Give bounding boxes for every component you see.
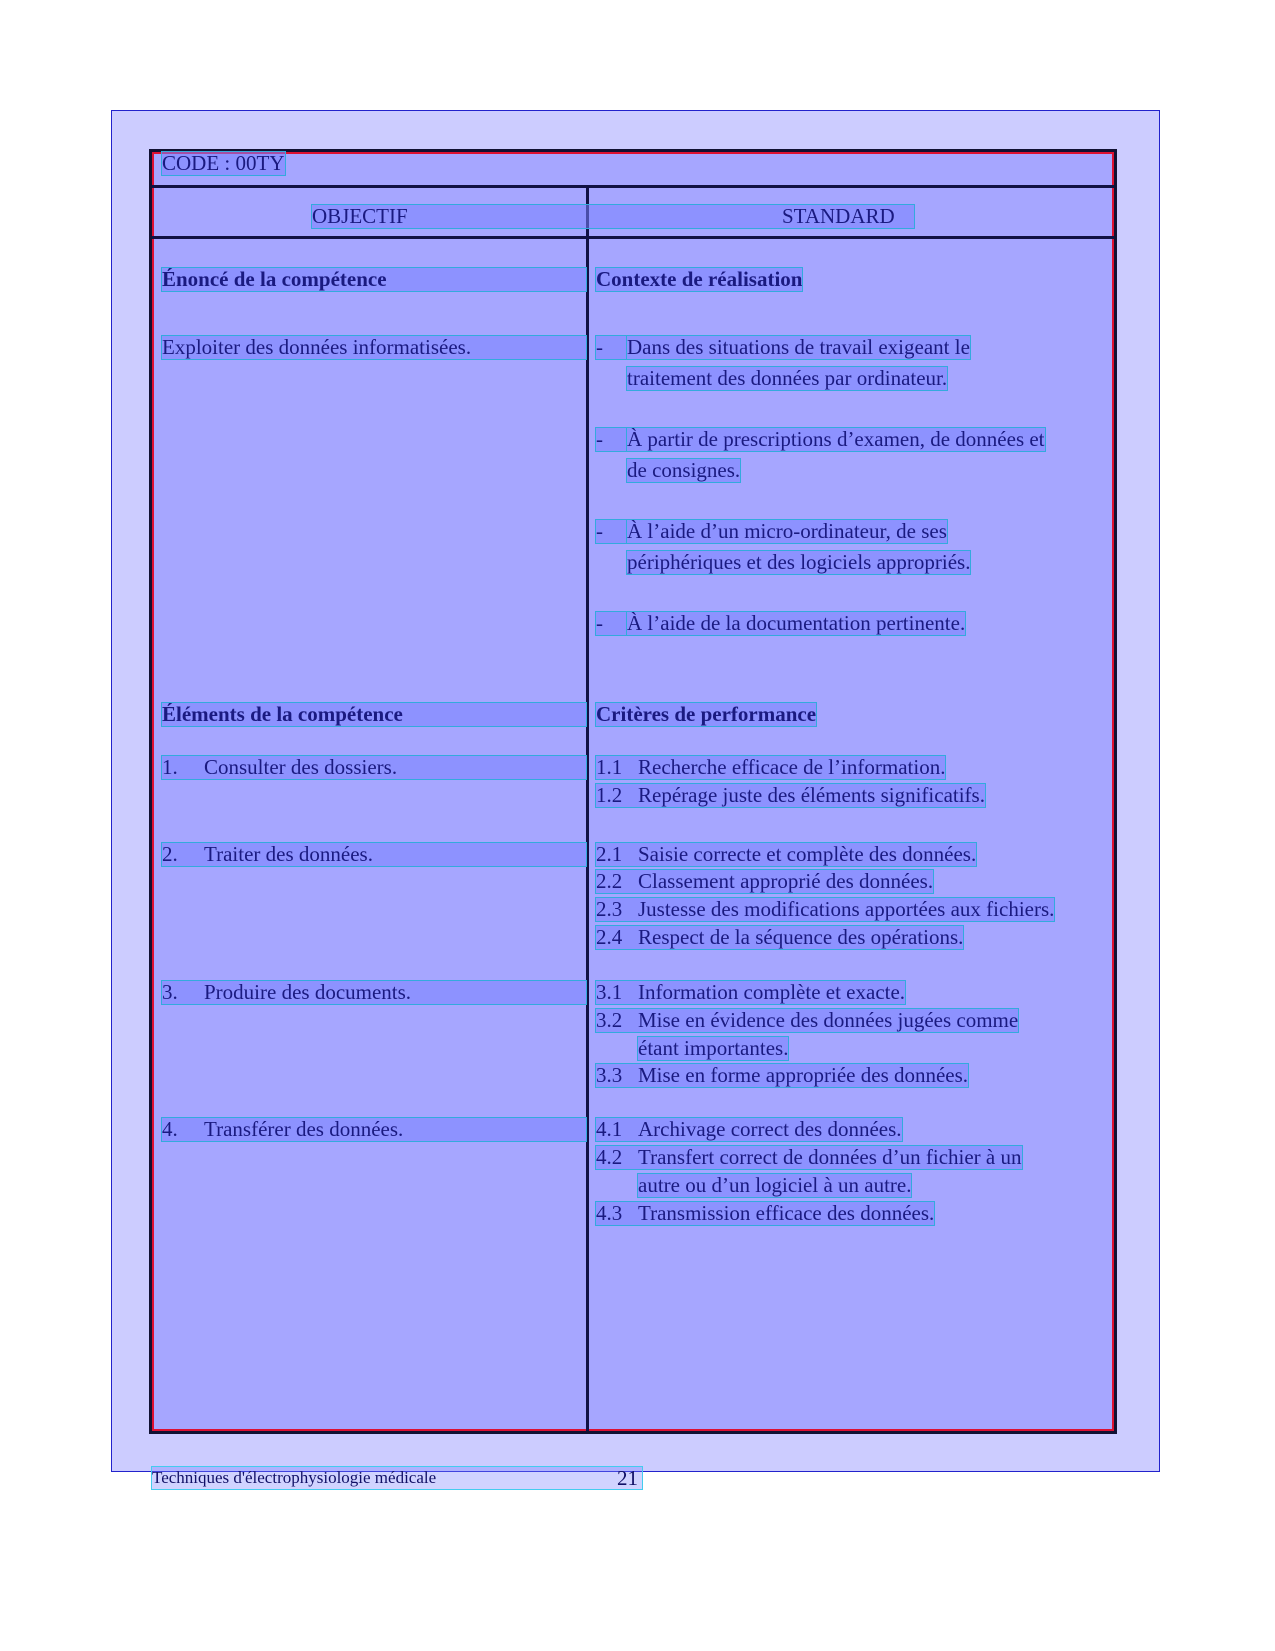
critere-number: 4.1 — [596, 1117, 623, 1141]
contexte-bullet: - — [596, 428, 626, 451]
critere-label: Respect de la séquence des opérations. — [638, 925, 964, 949]
contexte-item-line: Dans des situations de travail exigeant le — [627, 335, 970, 359]
contexte-bullet: - — [596, 336, 626, 359]
divider-header-bottom — [152, 236, 1114, 239]
element-item — [162, 756, 586, 779]
critere-number: 1.1 — [596, 755, 623, 779]
contexte-item-line: À partir de prescriptions d’examen, de données et — [627, 427, 1045, 451]
critere-continuation: autre ou d’un logiciel à un autre. — [638, 1173, 912, 1197]
critere-number: 2.4 — [596, 925, 623, 949]
critere-number: 1.2 — [596, 783, 623, 807]
column-divider — [586, 188, 589, 1431]
contexte-item-line: À l’aide de la documentation pertinente. — [627, 611, 966, 635]
element-label: Transférer des données. — [204, 1117, 404, 1141]
critere-number: 3.2 — [596, 1008, 623, 1032]
critere-item — [596, 898, 1054, 921]
header-objectif: OBJECTIF — [312, 204, 408, 228]
critere-continuation: étant importantes. — [638, 1036, 789, 1060]
divider-header-top — [152, 185, 1114, 188]
element-label: Consulter des dossiers. — [204, 755, 398, 779]
critere-number: 4.3 — [596, 1201, 623, 1225]
page-number: 21 — [617, 1466, 638, 1490]
critere-number: 2.3 — [596, 897, 623, 921]
critere-item — [596, 756, 945, 779]
enonce-text: Exploiter des données informatisées. — [162, 336, 586, 359]
critere-label: Transmission efficace des données. — [638, 1201, 935, 1225]
critere-item — [596, 1146, 1022, 1169]
code-label: CODE : 00TY — [162, 151, 285, 175]
contexte-item-line: traitement des données par ordinateur. — [627, 366, 948, 390]
critere-label: Repérage juste des éléments significatifs. — [638, 783, 985, 807]
critere-number: 3.3 — [596, 1063, 623, 1087]
critere-label: Archivage correct des données. — [638, 1117, 902, 1141]
page-footer — [151, 1466, 643, 1490]
critere-label: Classement approprié des données. — [638, 869, 934, 893]
element-label: Traiter des données. — [204, 842, 373, 866]
critere-label: Mise en évidence des données jugées comme — [638, 1008, 1019, 1032]
critere-item — [596, 926, 963, 949]
contexte-bullet: - — [596, 520, 626, 543]
critere-item — [596, 870, 933, 893]
critere-item — [596, 843, 976, 866]
critere-item — [596, 981, 905, 1004]
element-number: 1. — [162, 755, 178, 779]
critere-item — [596, 1118, 902, 1141]
header-standard: STANDARD — [782, 204, 895, 228]
critere-item — [596, 1202, 934, 1225]
critere-item — [596, 1009, 1018, 1032]
elements-heading: Éléments de la compétence — [162, 703, 586, 726]
contexte-bullet: - — [596, 612, 626, 635]
critere-label: Recherche efficace de l’information. — [638, 755, 946, 779]
element-label: Produire des documents. — [204, 980, 412, 1004]
critere-item — [596, 784, 985, 807]
element-item — [162, 843, 586, 866]
contexte-heading: Contexte de réalisation — [596, 267, 803, 291]
critere-label: Saisie correcte et complète des données. — [638, 842, 977, 866]
element-item — [162, 1118, 586, 1141]
critere-label: Transfert correct de données d’un fichier à un — [638, 1145, 1022, 1169]
header-row — [312, 205, 914, 228]
contexte-item-line: périphériques et des logiciels appropriés. — [627, 550, 971, 574]
contexte-item-line: de consignes. — [627, 458, 741, 482]
element-number: 4. — [162, 1117, 178, 1141]
critere-number: 2.2 — [596, 869, 623, 893]
enonce-heading: Énoncé de la compétence — [162, 268, 586, 291]
critere-number: 3.1 — [596, 980, 623, 1004]
element-number: 2. — [162, 842, 178, 866]
critere-label: Justesse des modifications apportées aux fichiers. — [638, 897, 1055, 921]
contexte-item-line: À l’aide d’un micro-ordinateur, de ses — [627, 519, 947, 543]
criteres-heading: Critères de performance — [596, 702, 817, 726]
critere-number: 4.2 — [596, 1145, 623, 1169]
element-item — [162, 981, 586, 1004]
critere-label: Mise en forme appropriée des données. — [638, 1063, 969, 1087]
critere-item — [596, 1064, 968, 1087]
footer-title: Techniques d'électrophysiologie médicale — [152, 1468, 437, 1487]
critere-number: 2.1 — [596, 842, 623, 866]
element-number: 3. — [162, 980, 178, 1004]
critere-label: Information complète et exacte. — [638, 980, 906, 1004]
